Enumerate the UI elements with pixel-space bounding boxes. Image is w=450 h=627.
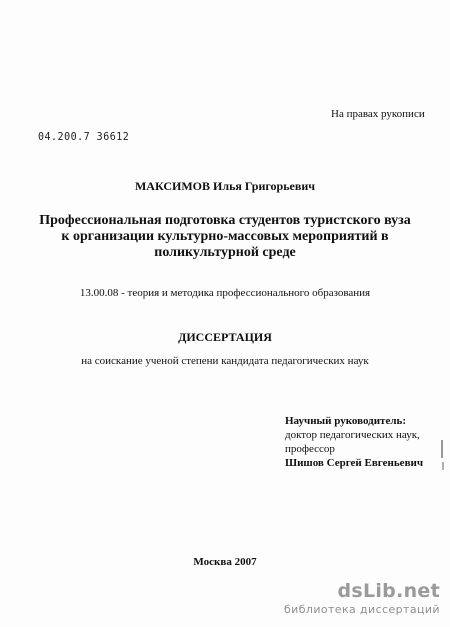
supervisor-title-1: доктор педагогических наук,: [285, 429, 420, 441]
dissertation-title: [0, 213, 450, 261]
supervisor-block: [285, 414, 423, 470]
specialty-line: 13.00.08 - теория и методика профессионального образования: [79, 287, 371, 299]
title-line-1: Профессиональная подготовка студентов туристского вуза: [39, 213, 411, 228]
document-type: ДИССЕРТАЦИЯ: [178, 330, 272, 344]
watermark-logo: dsLib.net: [337, 580, 440, 602]
city-year: Москва 2007: [193, 556, 257, 568]
supervisor-name: Шишов Сергей Евгеньевич: [285, 457, 424, 469]
supervisor-heading: Научный руководитель:: [285, 415, 406, 427]
watermark: [284, 582, 440, 615]
scan-edge-mark: [441, 440, 443, 458]
author-name: МАКСИМОВ Илья Григорьевич: [134, 179, 316, 193]
rights-note: На правах рукописи: [331, 108, 425, 120]
archive-code-text: 04.200.7 36612: [38, 131, 130, 144]
scan-edge-mark-small: [442, 462, 444, 470]
supervisor-title-2: профессор: [285, 443, 335, 455]
archive-code: [38, 131, 129, 143]
title-line-3: поликультурной среде: [154, 245, 296, 260]
watermark-subtitle: библиотека диссертаций: [283, 603, 440, 616]
title-line-2: к организации культурно-массовых мероприятий в: [61, 229, 389, 244]
degree-line: на соискание ученой степени кандидата педагогических наук: [81, 355, 369, 367]
